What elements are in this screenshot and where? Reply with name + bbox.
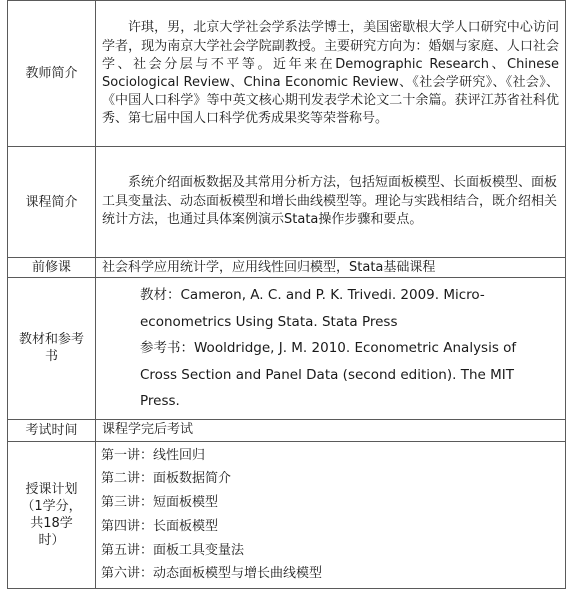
plan-cell: [96, 441, 566, 589]
reference-line-2: Cross Section and Panel Data (second edition). The MIT: [140, 366, 514, 383]
lecture-5: 第五讲：面板工具变量法: [101, 542, 245, 558]
prereq-cell: [96, 258, 566, 278]
teacher-row: [8, 1, 566, 147]
plan-label: [8, 441, 96, 589]
plan-label-line1: 授课计划: [25, 481, 78, 497]
books-label: [8, 278, 96, 420]
reference-line-3: Press.: [140, 393, 180, 409]
course-label: 课程简介: [8, 147, 96, 258]
plan-label-line3: 共18学: [30, 515, 73, 531]
reference-line-1: 参考书：Wooldridge, J. M. 2010. Econometric Analysis of: [140, 340, 517, 356]
textbook-line-2: econometrics Using Stata. Stata Press: [140, 313, 398, 330]
lecture-1: 第一讲：线性回归: [101, 447, 206, 463]
textbook-line-1: 教材：Cameron, A. C. and P. K. Trivedi. 2009. Micro-: [140, 287, 485, 303]
exam-label: 考试时间: [8, 419, 96, 441]
exam-cell: [96, 419, 566, 441]
books-row: [8, 278, 566, 420]
lecture-2: 第二讲：面板数据简介: [101, 471, 232, 487]
exam-text: 课程学完后考试: [102, 422, 194, 437]
course-intro-text: 系统介绍面板数据及其常用分析方法，包括短面板模型、长面板模型、面板工具变量法、动态面板模型和增长曲线模型等。理论与实践相结合，既介绍相关统计方法，也通过具体案例演示Stata操作步骤和要点。: [102, 175, 558, 228]
course-row: [8, 147, 566, 258]
prereq-label: 前修课: [8, 258, 96, 278]
lecture-4: 第四讲：长面板模型: [101, 518, 219, 534]
teacher-label: 教师简介: [8, 1, 96, 147]
teacher-intro-text: 许琪，男，北京大学社会学系法学博士，美国密歇根大学人口研究中心访问学者，现为南京大学社会学院副教授。主要研究方向为：婚姻与家庭、人口社会学、社会分层与不平等。近年来在Demographic Research、Chinese Sociological Review、China Economic Review、《社会学研究》、《社会》、《中国人口科学》等中英文核心期刊发表学术论文二十余篇。获评江苏省社科优秀、第七届中国人口科学优秀成果奖等荣誉称号。: [102, 20, 559, 127]
lecture-6: 第六讲：动态面板模型与增长曲线模型: [101, 566, 323, 582]
books-cell: [96, 278, 566, 420]
teacher-cell: [96, 1, 566, 147]
prereq-row: [8, 258, 566, 278]
books-label-line2: 书: [44, 349, 58, 365]
course-cell: [96, 147, 566, 258]
prereq-text: 社会科学应用统计学，应用线性回归模型，Stata基础课程: [102, 259, 436, 275]
plan-label-line2: （1学分，: [21, 498, 82, 514]
lecture-3: 第三讲：短面板模型: [101, 495, 219, 511]
course-info-table: [7, 0, 566, 589]
exam-row: [8, 419, 566, 441]
plan-row: [8, 441, 566, 589]
plan-label-line4: 时）: [38, 532, 65, 548]
books-label-line1: 教材和参考: [18, 332, 84, 348]
